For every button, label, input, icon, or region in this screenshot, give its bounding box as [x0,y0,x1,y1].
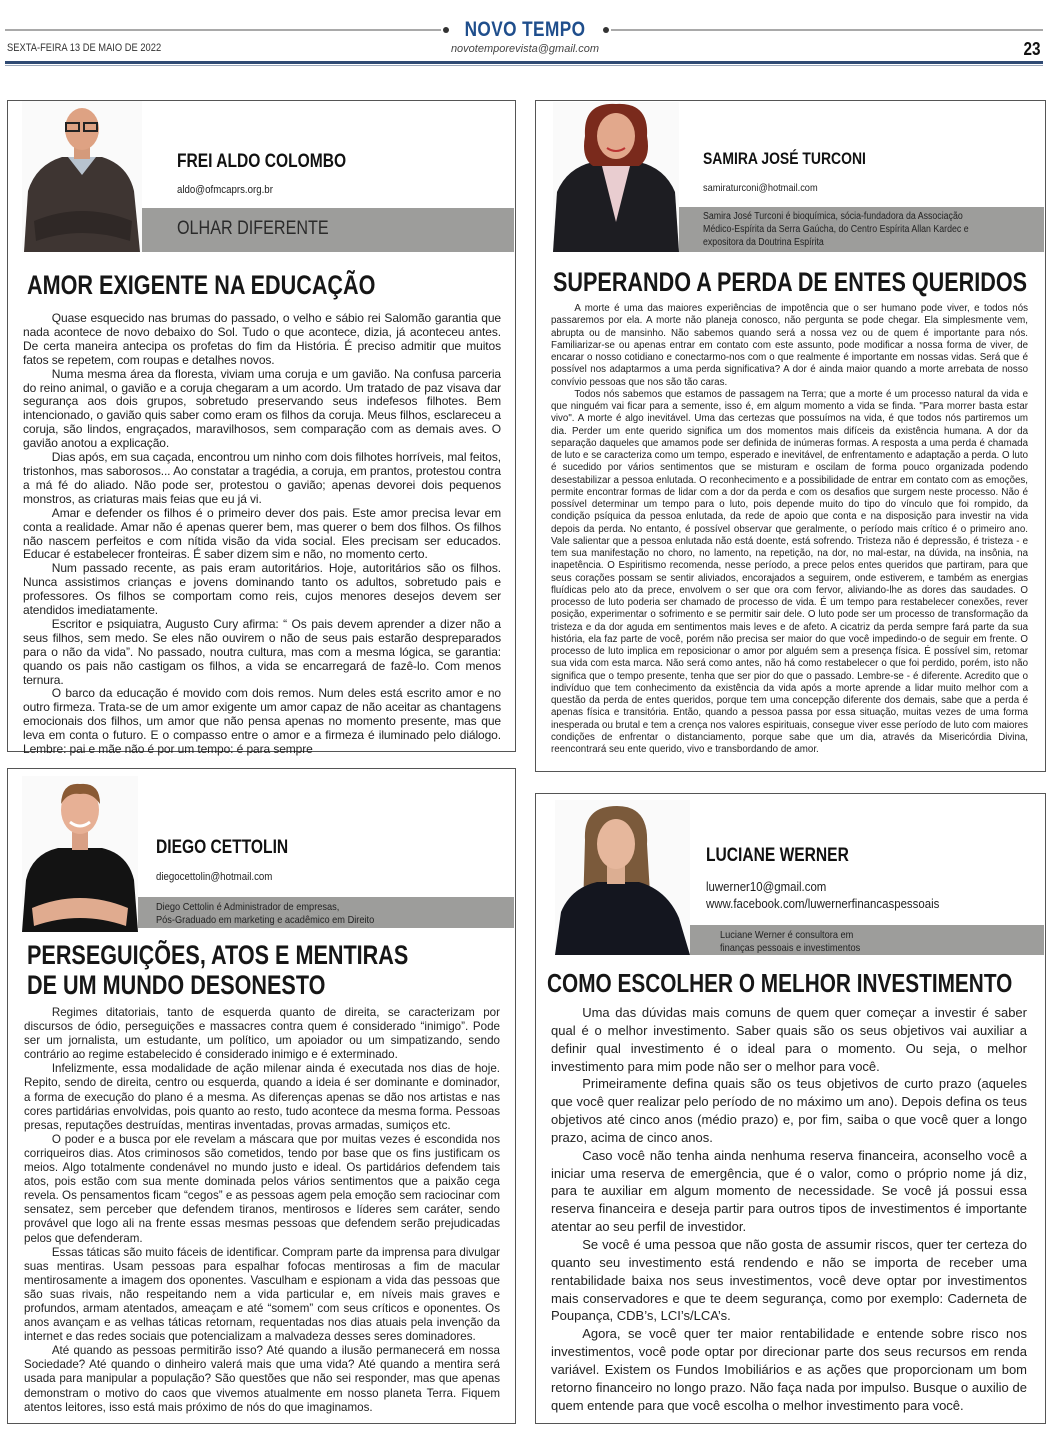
author-bio [156,901,374,927]
paragraph: Todos nós sabemos que estamos de passagem na Terra; que a morte é um processo natural da vida e que ninguém vai ficar para a semente, isso é, em algum momento a vida se finda. "Para morrer basta estar vivo". A morte é algo inevitável. Uma das certezas que possuímos na vida, é que todos nós partiremos um dia. Perder um ente querido significa um dos momentos mais difíceis da existência humana. A dor da separação daqueles que amamos pode ser definida de inúmeras formas. A resposta a uma perda é chamada de luto e se caracteriza como um tempo, esperado e inevitável, de enfrentamento e adaptação a perda. O luto é sucedido por vários sentimentos que se misturam e oscilam de forma pouco organizada podendo desestabilizar a pessoa enlutada. O reconhecimento e a possibilidade de entrar em contato com as emoções, permite encontrar formas de lidar com a dor da perda e com os desafios que surgem neste processo. Não é possível determinar um tempo para o luto, pois depende muito do tipo do vínculo que foi rompido, da condição psíquica da pessoa enlutada, da rede de apoio que conta e na disposição para investir na vida depois da perda. No entanto, é possível observar que geralmente, o período mais crítico é o primeiro ano. Vale salientar que a pessoa enlutada não está doente, está sofrendo. Tristeza não é depressão, é tristeza - e tem sua manifestação no choro, no lamento, na repetição, na dor, no mal-estar, na dúvida, na insônia, na inapetência. O Espiritismo recomenda, nesse período, a prece pelos entes queridos que partiram, para que seus corações possam se sentir aliviados, encorajados a seguirem, onde estiverem, e também as energias fluídicas pelo ato da prece, envolvem o ser que ora com fervor, aliviando-lhe as dores das saudades. O processo de luto poderia ser chamado de processo de vida. É um tempo para restabelecer conexões, rever posição, experimentar o sofrimento e se permitir sair dele. O luto pode ser um processo de transformação da tristeza e da dor aguda em sentimentos mais leves e de afeto. A cicatriz da perda sempre fará parte da sua história, ela faz parte de você, porém não precisa ser maior do que você impedindo-o de seguir em frente. O processo de luto implica em reposicionar o amor por alguém sem a presença física. É possível sim, retomar sua vida com esta marca. Não será como antes, não há como restabelecer o que foi perdido, porém, isto não significa que o tempo presente, tenha que ser pior do que o passado. Lembre-se - é diferente. Acredito que o indivíduo que tem conhecimento da existência da vida após a morte aprende a lidar muito melhor com a questão da perda de entes queridos, porque tem uma concepção diferente dos demais, sabe que a perda é apenas física e transitória. Então, quando a pessoa passa por essa situação, muitas vezes de uma forma inesperada ou brutal e tem a crença nos valores espirituais, consegue viver esse período de luto com maiores condições de enfrentar o distanciamento, porque sabe que um dia, através da Misericórdia Divina, reencontrará seu ente querido, vivo e transbordando de amor. [551,388,1028,755]
headline-line: DE UM MUNDO DESONESTO [27,970,326,1000]
bio-line: Diego Cettolin é Administrador de empresas, [156,901,340,913]
paragraph: Dias após, em sua caçada, encontrou um ninho com dois filhotes horríveis, mal feitos, tristonhos, mas saborosos... Ao constatar a tragédia, a coruja, em prantos, protestou contra a má fé do aliado. Não pode ser, protestou o gavião; apenas devorei dois pequenos monstros, as criaturas mais feias que eu já vi. [23,450,501,506]
author-email[interactable]: aldo@ofmcaprs.org.br [177,184,273,196]
paragraph: A morte é uma das maiores experiências de impotência que o ser humano pode viver, e todos nós passaremos por ela. A morte não planeja conosco, não pergunta se pode chegar. Ela simplesmente vem, abrupta ou de mansinho. Não sabemos quando será a nossa vez ou de quem é importante para nós. Familiarizar-se ou apenas entrar em contato com este assunto, pode modificar a nossa forma de viver, de encarar o nosso cotidiano e conectarmo-nos com o que realmente é importante em nossas vidas. Será que é possível nos adaptarmos a uma perda significativa? A dor é ainda maior quando a morte arrebata de nosso convívio pessoas que nos são tão caras. [551,303,1028,388]
header-divider-thin [5,65,1043,66]
paragraph: Primeiramente defina quais são os teus objetivos de curto prazo (aqueles que você quer realizar pelo período de no máximo um ano). Depois defina os teus objetivos até cinco anos (médio prazo) e, por fim, saiba o que você quer a longo prazo, acima de cinco anos. [551,1076,1027,1145]
article-body [551,303,1028,756]
column-title: OLHAR DIFERENTE [177,218,329,239]
author-bio [720,929,860,955]
article-headline: AMOR EXIGENTE NA EDUCAÇÃO [27,270,376,300]
article-body [23,312,501,757]
bio-line: expositora da Doutrina Espírita [703,237,824,248]
author-bio [703,210,969,249]
headline-line: PERSEGUIÇÕES, ATOS E MENTIRAS [27,940,409,970]
masthead-dot-right [603,27,609,33]
paragraph: Se você é uma pessoa que não gosta de assumir riscos, quer ter certeza do quanto seu investimento está rendendo e não se importa de receber uma rentabilidade baixa nos seus investimentos, você deve optar por investimentos mais conservadores e que te deem segurança, como por exemplo: Caderneta de Poupança, CDB’s, LCI’s/LCA’s. [551,1236,1027,1324]
paragraph: Até quando as pessoas permitirão isso? Até quando a ilusão permanecerá em nossa Sociedade? Até quando o dinheiro valerá mais que uma vida? Até quando a mentira será usada para manipular a população? São questões que não sei responder, mas que apenas demonstram o motivo do caos que vivemos atualmente em nosso planeta Terra. Fiquem atentos leitores, isso está mais próximo de nós do que imaginamos. [24,1344,500,1414]
bio-line: Médico-Espírita da Serra Gaúcha, do Centro Espírita Allan Kardec e [703,224,969,235]
author-photo-luciane [555,800,690,955]
paragraph: Numa mesma área da floresta, viviam uma coruja e um gavião. Na confusa parceria do reino animal, o gavião e a coruja chegaram a um acordo. Um tratado de paz visava dar segurança aos dois grupos, sobretudo preservando seus indefesos filhotes. Bem intencionado, o gavião quis saber como eram os filhos da coruja. Meus filhos, esclareceu a coruja, são lindos, engraçados, maravilhosos, sem comparação com as demais aves. O gavião anotou a explicação. [23,366,501,451]
author-name: SAMIRA JOSÉ TURCONI [703,149,866,168]
bio-line: Samira José Turconi é bioquímica, sócia-fundadora da Associação [703,211,963,222]
article-body [551,1004,1027,1414]
paragraph: Agora, se você quer ter maior rentabilidade e entende sobre risco nos investimentos, você pode optar por direcionar parte dos seus recursos em renda variável. Existem os Fundos Imobiliários e as ações que proporcionam um bom retorno financeiro no longo prazo. Não faça nada por impulso. Busque o auxilio de quem entende para que você escolha o melhor investimento para você. [551,1326,1027,1413]
issue-date: SEXTA-FEIRA 13 DE MAIO DE 2022 [7,42,162,54]
newspaper-email[interactable]: novotemporevista@gmail.com [450,43,600,55]
masthead-dot-left [443,27,449,33]
author-photo-frei-aldo [22,101,142,252]
author-photo-samira [553,102,679,252]
masthead-rule-left [5,29,441,31]
paragraph: Quase esquecido nas brumas do passado, o velho e sábio rei Salomão garantia que nada acontece de novo debaixo do Sol. Tudo o que acontece, dizia, já aconteceu antes. De certa maneira antecipa os profetas do fim da História. É preciso admitir que muitos fatos se repetem, com roupas e detalhes novos. [23,311,501,367]
author-photo-diego [22,776,138,932]
paragraph: Caso você não tenha ainda nenhuma reserva financeira, aconselho você a iniciar uma reserva de emergência, que é o valor, como o próprio nome já diz, para te auxiliar em algum momento de necessidade. Se você já possui essa reserva financeira e deseja partir para outros tipos de investimentos é importante atentar ao seu perfil de investidor. [551,1147,1027,1235]
paragraph: Uma das dúvidas mais comuns de quem quer começar a investir é saber qual é o melhor investimento. Saber quais são os seus objetivos vai auxiliar a definir qual investimento é o ideal para o momento. Ou seja, o melhor investimento para mim pode não ser o melhor para você. [551,1005,1027,1074]
author-facebook-link[interactable]: www.facebook.com/luwernerfinancaspessoais [706,896,940,911]
author-email[interactable]: luwerner10@gmail.com [706,879,827,894]
author-email[interactable]: diegocettolin@hotmail.com [156,871,273,883]
author-name: LUCIANE WERNER [706,845,849,866]
newspaper-title: NOVO TEMPO [464,18,586,41]
article-headline [27,940,408,1000]
bio-line: Pós-Graduado em marketing e acadêmico em Direito [156,914,375,926]
paragraph: Regimes ditatoriais, tanto de esquerda quanto de direita, se caracterizam por discursos de ódio, perseguições e massacres contra quem é considerado “inimigo”. Pode ser um jornalista, um estudante, um político, um apoiador ou um simpatizando, sendo contrário ao regime estabelecido é considerado inimigo e é exterminado. [24,1006,500,1062]
author-email[interactable]: samiraturconi@hotmail.com [703,182,818,194]
paragraph: Amar e defender os filhos é o primeiro dever dos pais. Este amor precisa levar em conta a realidade. Amar não é apenas querer bem, mas querer o bem dos filhos. Os filhos não nascem perfeitos e com nítida visão da vida social. Eles precisam ser educados. Educar é estabelecer fronteiras. É saber dizem sim e não, no momento certo. [23,505,501,562]
author-name: DIEGO CETTOLIN [156,837,289,858]
bio-line: Luciane Werner é consultora em [720,929,854,941]
paragraph: Escritor e psiquiatra, Augusto Cury afirma: “ Os pais devem aprender a dizer não a seus filhos, sem medo. Se eles não ouvirem o não de seus pais estarão despreparados para o não da vida”. No passado, noutra cultura, mas com a mesma lógica, se garantia: quando os pais não castigam os filhos, a vida se encarregará de fazê-lo. Com menos ternura. [23,616,501,687]
paragraph: O poder e a busca por ele revelam a máscara que por muitas vezes é escondida nos corriqueiros dias. Atos criminosos são cometidos, tendo por base que os fins justificam os meios. Algo totalmente condenável no mundo justo e ideal. Os partidários defendem tais atos, pois estão com sua mente dominada pelos vários sentimentos que a paixão cega revela. Os pensamentos ficam “cegos” e as pessoas agem pela emoção sem raciocinar com sensatez, sem perceber que defendem tiranos, mentirosos e líderes sem caráter, sendo provável que logo ali na frente essas mesmas pessoas que defendem serão prejudicadas pelos que defenderam. [24,1132,500,1245]
masthead-rule-right [611,29,1043,31]
paragraph: Num passado recente, as pais eram autoritários. Hoje, autoritários são os filhos. Nunca assistimos crianças e jovens dominando tanto os adultos, sobretudo pais e professores. Os filhos se comportam como reis, cujos menores desejos devem ser atendidos imediatamente. [23,561,501,618]
article-headline: SUPERANDO A PERDA DE ENTES QUERIDOS [553,267,1028,297]
paragraph: O barco da educação é movido com dois remos. Num deles está escrito amor e no outro firmeza. Trata-se de um amor exigente um amor capaz de não aceitar as chantagens emocionais dos filhos, um amor que não pensa apenas no momento presente, mas que leva em conta o futuro. E o compasso entre o amor e a firmeza é iluminado pelo diálogo. Lembre: pai e mãe não é por um tempo: é para sempre [23,686,501,757]
bio-line: finanças pessoais e investimentos [720,942,861,954]
paragraph: Essas táticas são muito fáceis de identificar. Compram parte da imprensa para divulgar suas mentiras. Usam pessoas para espalhar fofocas mentirosas a fim de macular mentirosamente a imagem dos oponentes. Vasculham e espionam a vida das pessoas que são suas rivais, não respeitando nem a vida particular e, em níveis mais graves e profundos, armam atentados, ameaçam e até “somem” com seus críticos e oponentes. Os anos avançam e as velhas táticas retornam, requentadas nos dias atuais pela invenção da internet e das redes sociais que potencializam a malvadeza desses seres dominadores. [24,1245,500,1344]
page-number: 23 [1023,39,1041,59]
header-divider [5,61,1043,64]
paragraph: Infelizmente, essa modalidade de ação milenar ainda é executada nos dias de hoje. Repito, sendo de direita, centro ou esquerda, quando a ideia é ser dominante e dominador, a forma de execução do plano é a mesma. As diferenças apenas se dão nos artistas e nas cores partidárias envolvidas, pois quanto ao resto, tudo acontece da mesma forma. Pessoas presas, reputações destruídas, mentiras inventadas, provas armadas, sumiços etc. [24,1062,500,1132]
article-body [24,1006,500,1415]
article-headline: COMO ESCOLHER O MELHOR INVESTIMENTO [547,968,1013,998]
author-name: FREI ALDO COLOMBO [177,151,347,172]
